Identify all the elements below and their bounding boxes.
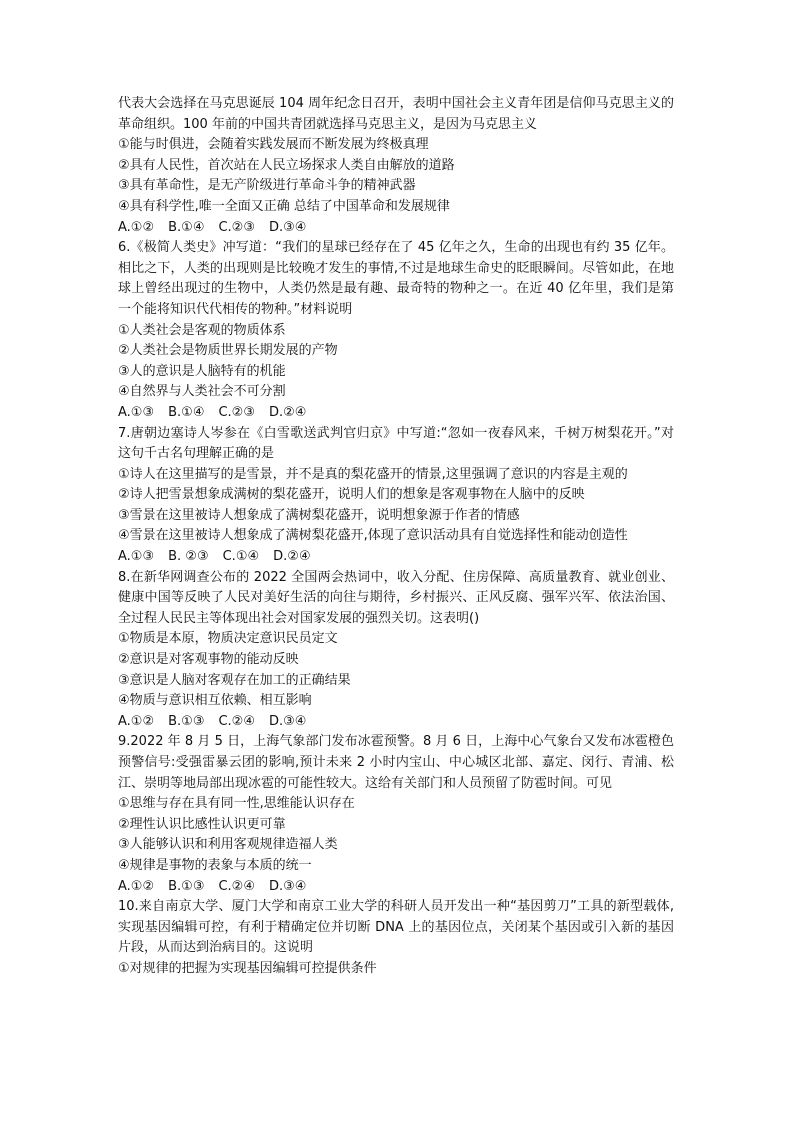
q5-answer-d: D.③④: [269, 219, 307, 235]
q8-answer-a: A.①②: [118, 713, 155, 729]
exam-page: [118, 94, 674, 980]
q8-option-4: ④物质与意识相互依赖、相互影响: [118, 693, 312, 709]
q5-answer-a: A.①②: [118, 219, 155, 235]
q6-option-3: ③人的意识是人脑特有的机能: [118, 363, 286, 379]
q6-option-2: ②人类社会是物质世界长期发展的产物: [118, 343, 338, 359]
q9-option-2: ②理性认识比感性认识更可靠: [118, 816, 286, 832]
q9-stem: 9.2022 年 8 月 5 日，上海气象部门发布冰雹预警。8 月 6 日，上海中心气象台又发布冰雹橙色预警信号:受强雷暴云团的影响,预计未来 2 小时内宝山、中心城区北部、嘉定、闵行、青浦、松江、崇明等地局部出现冰雹的可能性较大。这给有关部门和人员预留了防雹时间。可见: [118, 734, 674, 791]
q6-answers: [118, 403, 674, 424]
q6-stem: 6.《极简人类史》冲写道：“我们的星球已经存在了 45 亿年之久，生命的出现也有约 35 亿年。相比之下，人类的出现则是比较晚才发生的事情,不过是地球生命史的眨眼瞬间。尽管如此，在地球上曾经出现过的生物中，人类仍然是最有趣、最奇特的物种之一。在近 40 亿年里，我们是第一个能将知识代代相传的物种。”材料说明: [118, 240, 674, 317]
q10-option-1: ①对规律的把握为实现基因编辑可控提供条件: [118, 960, 377, 976]
q10-stem: 10.来自南京大学、厦门大学和南京工业大学的科研人员开发出一种“基因剪刀”工具的新型载体,实现基因编辑可控，有利于精确定位并切断 DNA 上的基因位点，关闭某个基因或引入新的基因片段，从而达到治病目的。这说明: [118, 899, 674, 956]
q7-answers: [118, 547, 674, 568]
q6-option-1: ①人类社会是客观的物质体系: [118, 322, 286, 338]
q9-option-4: ④规律是事物的表象与本质的统一: [118, 857, 312, 873]
q9-option-1: ①思维与存在具有同一性,思维能认识存在: [118, 796, 355, 812]
q6-answer-b: B.①④: [168, 404, 205, 420]
q9-answers: [118, 877, 674, 898]
q8-answer-c: C.②④: [218, 713, 255, 729]
q7-answer-d: D.②④: [273, 549, 311, 565]
q5-option-1: ①能与时俱进，会随着实践发展而不断发展为终极真理: [118, 137, 429, 153]
q9-answer-b: B.①③: [168, 878, 205, 894]
q5-option-3: ③具有革命性，是无产阶级进行革命斗争的精神武器: [118, 178, 416, 194]
q8-stem: 8.在新华网调查公布的 2022 全国两会热词中，收入分配、住房保障、高质量教育、就业创业、健康中国等反映了人民对美好生活的向往与期待，乡村振兴、正风反腐、强军兴军、依法治国、全过程人民民主等体现出社会对国家发展的强烈关切。这表明(): [118, 569, 674, 626]
q6-answer-c: C.②③: [218, 404, 255, 420]
q5-option-4: ④具有科学性,唯一全面又正确 总结了中国革命和发展规律: [118, 198, 450, 214]
q5-option-2: ②具有人民性，首次站在人民立场探求人类自由解放的道路: [118, 157, 455, 173]
q7-option-3: ③雪景在这里被诗人想象成了满树梨花盛开，说明想象源于作者的情感: [118, 507, 520, 523]
q5-answers: [118, 218, 674, 239]
q6-answer-d: D.②④: [269, 404, 307, 420]
q8-option-2: ②意识是对客观事物的能动反映: [118, 652, 299, 668]
q8-answer-d: D.③④: [269, 713, 307, 729]
q5-stem: 代表大会选择在马克思诞辰 104 周年纪念日召开，表明中国社会主义青年团是信仰马克思主义的革命组织。100 年前的中国共青团就选择马克思主义，是因为马克思主义: [118, 96, 674, 132]
q8-answers: [118, 712, 674, 733]
q7-option-2: ②诗人把雪景想象成满树的梨花盛开，说明人们的想象是客观事物在人脑中的反映: [118, 487, 585, 503]
q9-option-3: ③人能够认识和利用客观规律造福人类: [118, 837, 338, 853]
q7-stem: 7.唐朝边塞诗人岑参在《白雪歌送武判官归京》中写道:“忽如一夜春风来，千树万树梨花开。”对这句千古名句理解正确的是: [118, 425, 674, 462]
q6-option-4: ④自然界与人类社会不可分割: [118, 384, 286, 400]
q8-option-3: ③意识是人脑对客观存在加工的正确结果: [118, 672, 351, 688]
q5-answer-b: B.①④: [168, 219, 205, 235]
q7-option-1: ①诗人在这里描写的是雪景，并不是真的梨花盛开的情景,这里强调了意识的内容是主观的: [118, 466, 628, 482]
q6-answer-a: A.①③: [118, 404, 155, 420]
q8-option-1: ①物质是本原，物质决定意识民员定文: [118, 631, 338, 647]
q5-answer-c: C.②③: [218, 219, 255, 235]
q9-answer-d: D.③④: [269, 878, 307, 894]
q7-answer-b: B. ②③: [168, 549, 209, 565]
q7-answer-c: C.①④: [222, 549, 260, 565]
q9-answer-c: C.②④: [218, 878, 255, 894]
q8-answer-b: B.①③: [168, 713, 205, 729]
q7-answer-a: A.①③: [118, 549, 155, 565]
q7-option-4: ④雪景在这里被诗人想象成了满树梨花盛开,体现了意识活动具有自觉选择性和能动创造性: [118, 528, 628, 544]
q9-answer-a: A.①②: [118, 878, 155, 894]
